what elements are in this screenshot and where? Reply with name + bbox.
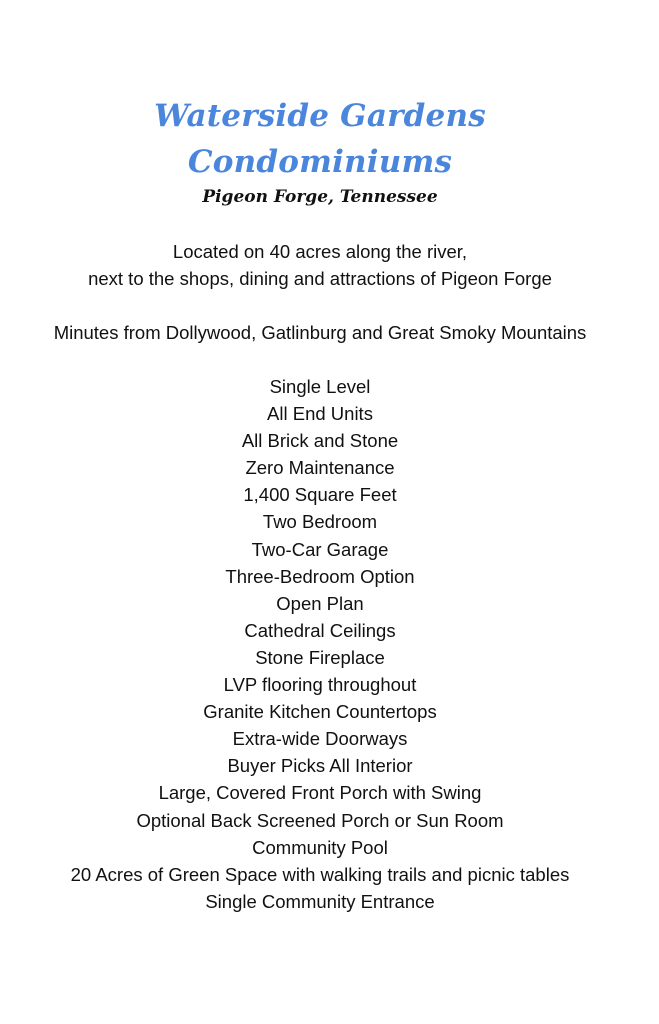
intro-line-1: Located on 40 acres along the river, [172,241,468,262]
feature-item: Optional Back Screened Porch or Sun Room [136,809,504,831]
feature-item: Large, Covered Front Porch with Swing [158,782,482,804]
feature-item: 1,400 Square Feet [243,484,397,506]
feature-item: All End Units [267,403,373,425]
title-line-2: Condominiums [187,144,453,180]
nearby-attractions: Minutes from Dollywood, Gatlinburg and Great Smoky Mountains [53,322,587,343]
feature-item: Single Level [269,376,371,397]
feature-item: All Brick and Stone [241,430,399,452]
feature-item: Buyer Picks All Interior [227,755,413,777]
feature-item: Extra-wide Doorways [232,728,408,750]
feature-item: Single Community Entrance [205,890,435,912]
title-line-1: Waterside Gardens [154,98,486,134]
feature-item: Granite Kitchen Countertops [203,701,437,723]
feature-item: 20 Acres of Green Space with walking trails and picnic tables [70,863,570,885]
feature-item: LVP flooring throughout [223,674,417,696]
feature-item: Two-Car Garage [251,538,389,560]
feature-item: Community Pool [252,836,388,858]
feature-item: Three-Bedroom Option [225,565,415,587]
feature-item: Open Plan [276,592,364,614]
features-list [0,373,640,915]
feature-item: Cathedral Ceilings [244,619,396,641]
feature-item: Stone Fireplace [255,646,385,668]
location-subtitle: Pigeon Forge, Tennessee [202,187,438,207]
feature-item: Two Bedroom [262,511,378,533]
intro-line-2: next to the shops, dining and attractions of Pigeon Forge [88,268,552,289]
feature-item: Zero Maintenance [245,457,395,479]
